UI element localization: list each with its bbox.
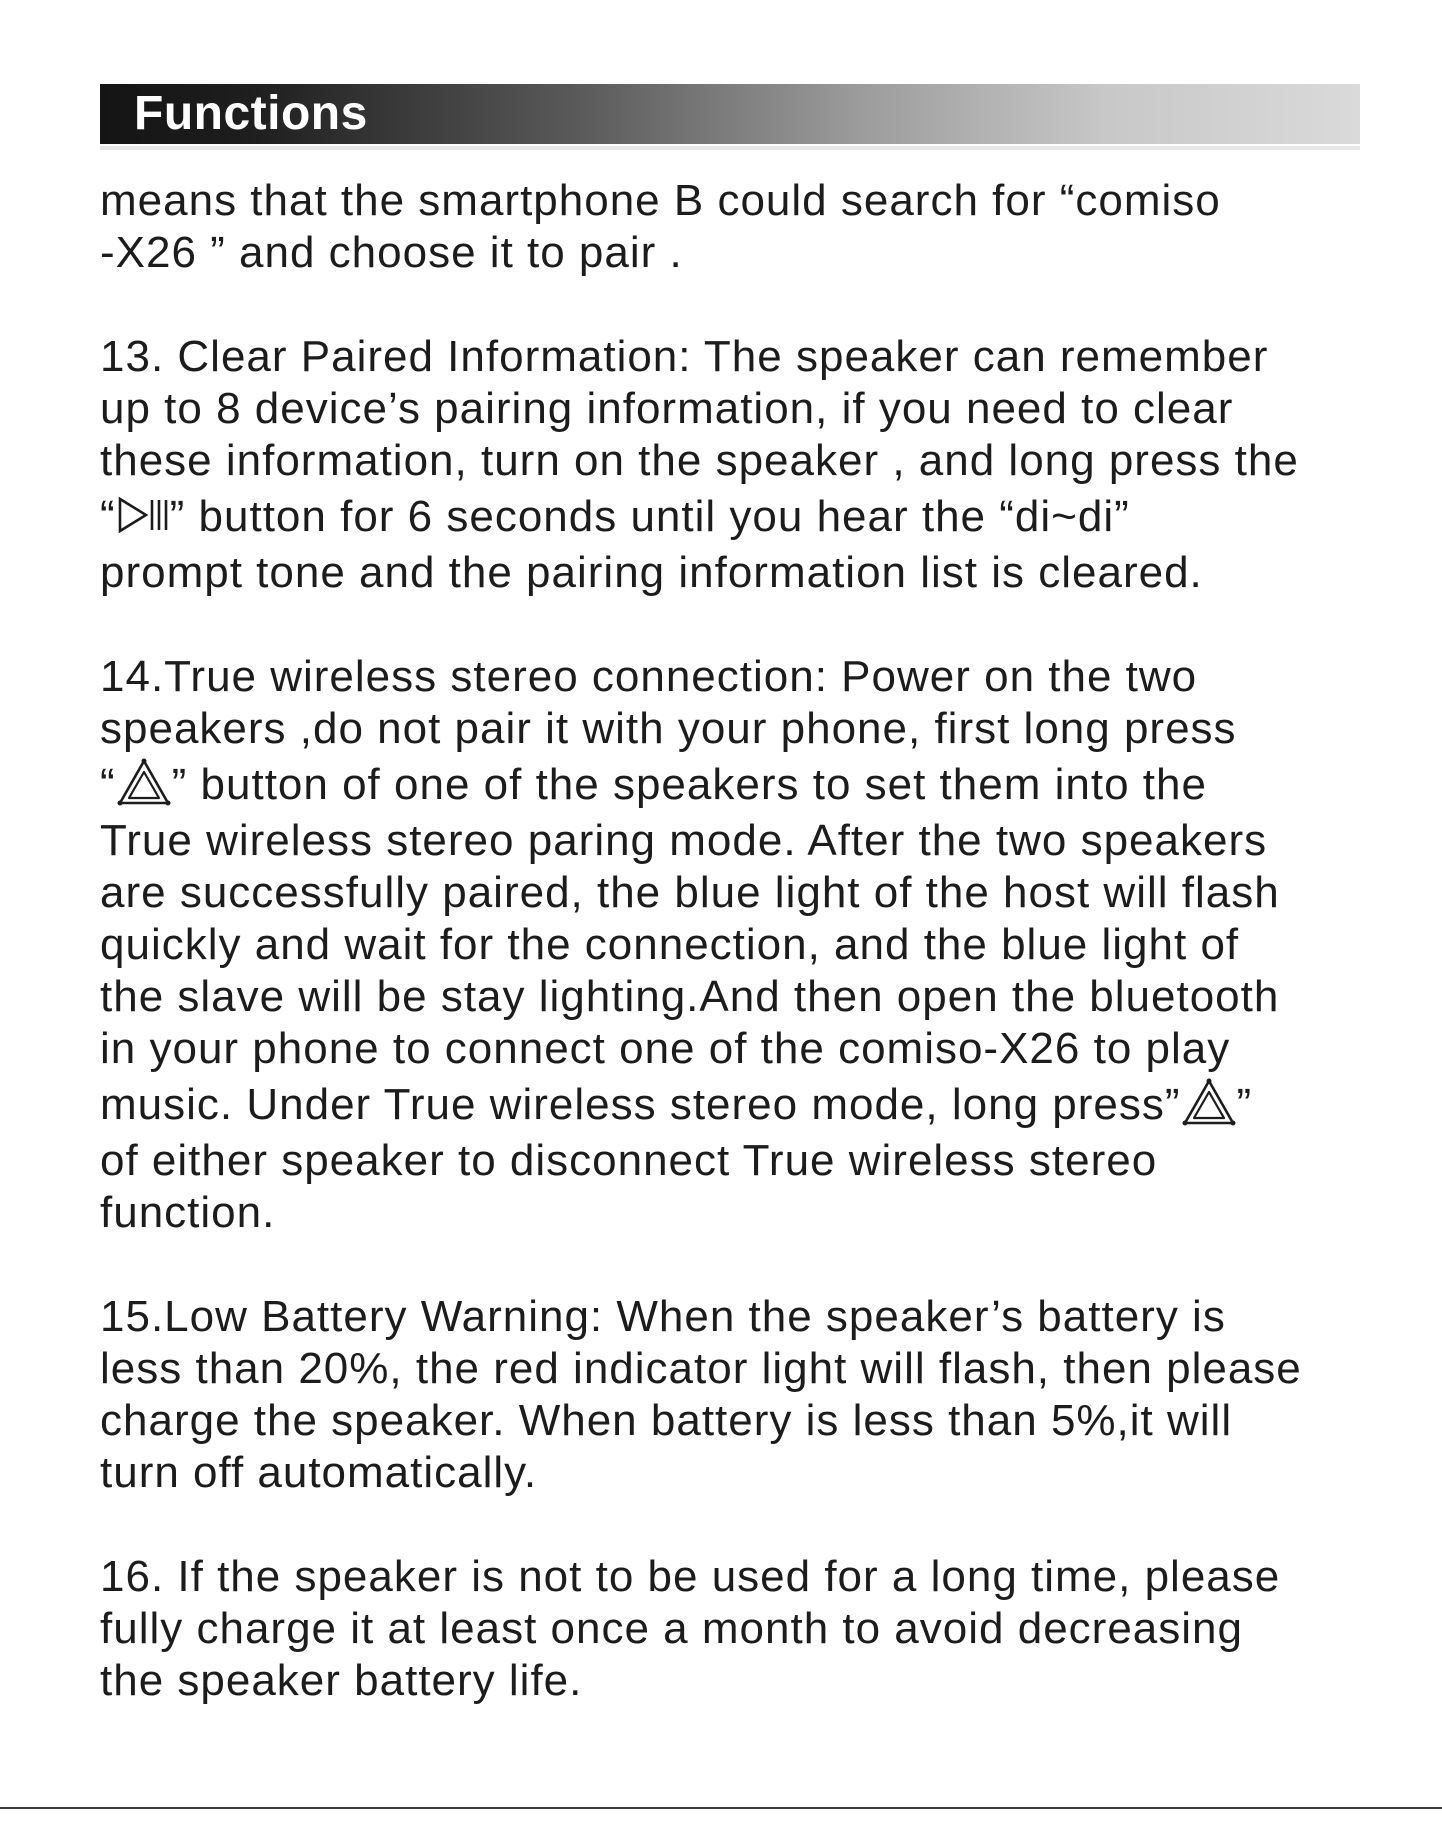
paragraph-pairing-continued [100, 175, 1390, 279]
page-bottom-rule [0, 1807, 1442, 1809]
text-line: quickly and wait for the connection, and the blue light of [100, 920, 1240, 969]
text-line: -X26 ” and choose it to pair . [100, 228, 683, 277]
text-line: prompt tone and the pairing information list is cleared. [100, 548, 1203, 597]
text-line: are successfully paired, the blue light of the host will flash [100, 868, 1280, 917]
text-line: of either speaker to disconnect True wireless stereo [100, 1136, 1158, 1185]
text-line: 16. If the speaker is not to be used for a long time, please [100, 1552, 1281, 1601]
paragraph-long-term-storage [100, 1551, 1390, 1707]
text-line: these information, turn on the speaker , and long press the [100, 436, 1299, 485]
text-line: the speaker battery life. [100, 1656, 583, 1705]
text-line-with-icon [100, 487, 1390, 547]
text-line: 14.True wireless stereo connection: Power on the two [100, 652, 1198, 701]
open-quote: “ [100, 760, 116, 809]
text-line-with-icon [100, 755, 1390, 815]
text-segment: ” button of one of the speakers to set them into the [171, 760, 1207, 809]
close-quote: ” [1236, 1080, 1253, 1129]
text-line-with-icon [100, 1075, 1390, 1135]
section-title: Functions [134, 87, 368, 140]
text-segment: ” button for 6 seconds until you hear the “di~di” [169, 492, 1130, 541]
paragraph-clear-paired-information [100, 331, 1390, 599]
text-line: speakers ,do not pair it with your phone, first long press [100, 704, 1237, 753]
text-line: turn off automatically. [100, 1448, 538, 1497]
triangle-tws-icon [1181, 1078, 1237, 1128]
triangle-tws-icon [116, 758, 172, 808]
text-line: less than 20%, the red indicator light will flash, then please [100, 1344, 1302, 1393]
text-segment: music. Under True wireless stereo mode, long press” [100, 1080, 1181, 1129]
text-line: 15.Low Battery Warning: When the speaker’s battery is [100, 1292, 1226, 1341]
text-line: function. [100, 1188, 276, 1237]
section-header-bar [100, 84, 1360, 144]
paragraph-low-battery-warning [100, 1291, 1390, 1499]
text-line: charge the speaker. When battery is less than 5%,it will [100, 1396, 1233, 1445]
text-line: True wireless stereo paring mode. After the two speakers [100, 816, 1268, 865]
text-line: the slave will be stay lighting.And then open the bluetooth [100, 972, 1280, 1021]
text-line: up to 8 device’s pairing information, if you need to clear [100, 384, 1234, 433]
text-line: 13. Clear Paired Information: The speaker can remember [100, 332, 1269, 381]
paragraph-true-wireless-stereo [100, 651, 1390, 1239]
text-line: in your phone to connect one of the comiso-X26 to play [100, 1024, 1231, 1073]
manual-content [100, 175, 1390, 1759]
text-line: fully charge it at least once a month to avoid decreasing [100, 1604, 1243, 1653]
play-pause-icon [116, 495, 170, 535]
open-quote: “ [100, 492, 116, 541]
text-line: means that the smartphone B could search for “comiso [100, 176, 1221, 225]
